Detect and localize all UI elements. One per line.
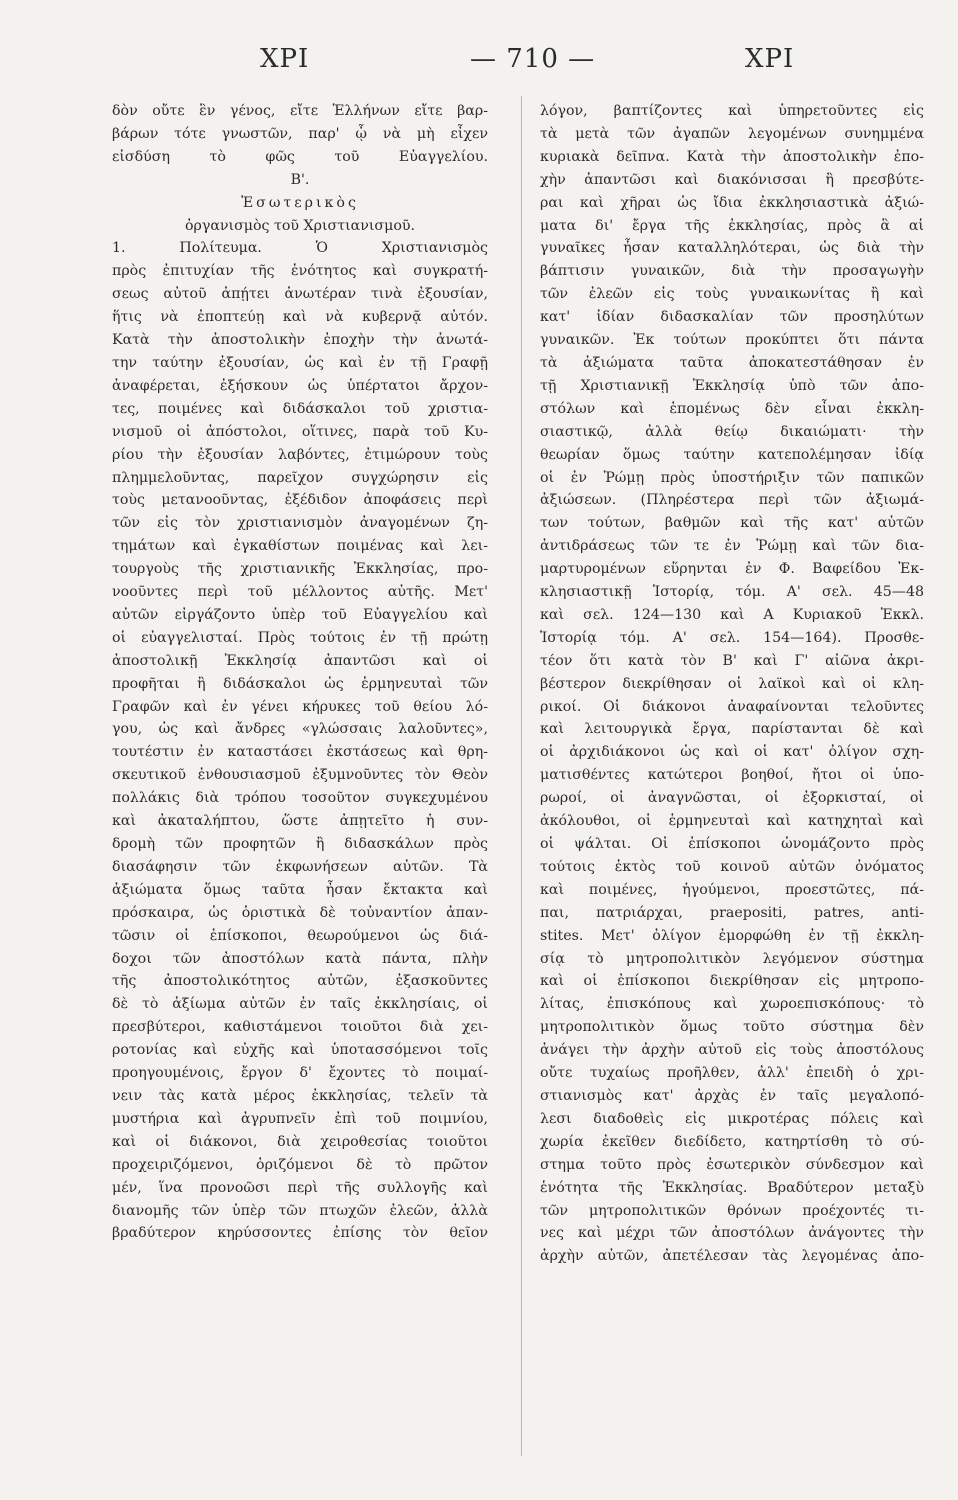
text-line: μυστήρια καὶ ἀγρυπνεῖν ἐπὶ τοῦ ποιμνίου, [112, 1110, 488, 1127]
text-line: μαρτυρομένων εὕρηνται ἐν Φ. Βαφείδου Ἐκ- [540, 561, 924, 578]
text-line: οὔτε τυχαίως προῆλθεν, ἀλλ' ἐπειδὴ ὁ χρι- [540, 1065, 924, 1082]
text-line: ὀργανισμὸς τοῦ Χριστιανισμοῦ. [184, 217, 415, 234]
text-line: Ἱστορίᾳ τόμ. Α' σελ. 154—164). Προσθε- [540, 629, 924, 646]
text-line: διανομῆς τῶν ὑπὲρ τῶν πτωχῶν ἐλεῶν, ἀλλὰ [112, 1202, 488, 1219]
text-line: γυναικῶν. Ἐκ τούτων προκύπτει ὅτι πάντα [540, 332, 924, 349]
header-left: ΧΡΙ [260, 44, 310, 74]
text-line: προηγουμένοις, ἔργον δ' ἔχοντες τὸ ποιμαί- [112, 1065, 488, 1082]
text-line: νειν τὰς κατὰ μέρος ἐκκλησίας, τελεῖν τὰ [112, 1087, 488, 1104]
text-line: Κατὰ τὴν ἀποστολικὴν ἐποχὴν τὴν ἀνωτά- [112, 332, 488, 349]
text-line: ἀναφέρεται, ἐξήσκουν ὡς ὑπέρτατοι ἄρχον- [112, 377, 488, 394]
text-line: στημα τοῦτο πρὸς ἐσωτερικὸν σύνδεσμον καὶ [540, 1156, 924, 1173]
text-line: πρεσβύτεροι, καθιστάμενοι τοιοῦτοι διὰ χει- [112, 1019, 488, 1036]
text-line: καὶ ἀκαταλήπτου, ὥστε ἀπῃτεῖτο ἡ συν- [112, 813, 488, 830]
text-line: 1. Πολίτευμα. Ὁ Χριστιανισμὸς [112, 240, 488, 257]
text-line: εἰσδύση τὸ φῶς τοῦ Εὐαγγελίου. [112, 148, 488, 165]
text-line: καὶ σελ. 124—130 καὶ Α Κυριακοῦ Ἐκκλ. [540, 606, 924, 623]
text-line: ἑνότητα τῆς Ἐκκλησίας. Βραδύτερον μεταξὺ [540, 1179, 924, 1196]
text-line: σίᾳ τὸ μητροπολιτικὸν λεγόμενον σύστημα [540, 950, 924, 967]
text-line: οἱ ἀρχιδιάκονοι ὡς καὶ οἱ κατ' ὀλίγον σχη- [540, 744, 924, 761]
text-line: νες καὶ μέχρι τῶν ἀποστόλων ἀνάγοντες τὴν [540, 1225, 924, 1242]
text-line: ροτονίας καὶ εὐχῆς καὶ ὑποτασσόμενοι τοῖς [112, 1042, 488, 1059]
text-line: καὶ οἱ ἐπίσκοποι διεκρίθησαν εἰς μητροπο- [540, 973, 924, 990]
text-line: τέον ὅτι κατὰ τὸν Β' καὶ Γ' αἰῶνα ἀκρι- [540, 652, 924, 669]
right-column [540, 100, 924, 1268]
text-line: λίτας, ἐπισκόπους καὶ χωροεπισκόπους· τὸ [540, 996, 924, 1013]
running-head [100, 44, 838, 84]
text-line: τούτοις ἐκτὸς τοῦ κοινοῦ αὐτῶν ὀνόματος [540, 858, 924, 875]
text-line: νισμοῦ οἱ ἀπόστολοι, οἵτινες, παρὰ τοῦ Κυ- [112, 423, 488, 440]
text-line: δὸν οὔτε ἓν γένος, εἴτε Ἑλλήνων εἴτε βαρ- [112, 103, 488, 119]
text-line: οἱ ἐν Ῥώμῃ πρὸς ὑποστήριξιν τῶν παπικῶν [540, 469, 924, 486]
text-line: ρίου τὴν ἐξουσίαν λαβόντες, ἐτιμώρουν τοὺς [112, 446, 488, 463]
text-line: ἀρχὴν αὐτῶν, ἀπετέλεσαν τὰς λεγομένας ἀπο- [540, 1248, 924, 1265]
text-line: ματισθέντες κατώτεροι βοηθοί, ἤτοι οἱ ὑπο- [540, 767, 924, 784]
text-line: τὰ μετὰ τῶν ἀγαπῶν λεγομένων συνημμένα [540, 125, 924, 142]
text-line: λόγον, βαπτίζοντες καὶ ὑπηρετοῦντες εἰς [540, 103, 924, 119]
text-line: χωρία ἐκεῖθεν διεδίδετο, κατηρτίσθη τὸ σύ- [540, 1133, 924, 1150]
text-line: ἀντιδράσεως τῶν τε ἐν Ῥώμῃ καὶ τῶν δια- [540, 538, 924, 555]
text-line: τημάτων καὶ ἐγκαθίστων ποιμένας καὶ λει- [112, 538, 488, 555]
text-line: πλημμελοῦντας, παρεῖχον συγχώρησιν εἰς [112, 469, 488, 486]
text-line: βραδύτερον κηρύσσοντες ἐπίσης τὸν θεῖον [112, 1225, 488, 1242]
text-line: Γραφῶν καὶ ἐν γένει κήρυκες τοῦ θείου λό- [112, 698, 488, 715]
text-line: κλησιαστικῇ Ἱστορίᾳ, τόμ. Α' σελ. 45—48 [540, 584, 924, 601]
text-line: σεως αὐτοῦ ἀπῄτει ἀνωτέραν τινὰ ἐξουσίαν, [112, 286, 488, 303]
text-line: τὰ ἀξιώματα ταῦτα ἀποκατεστάθησαν ἐν [540, 354, 924, 371]
text-line: δὲ τὸ ἀξίωμα αὐτῶν ἐν ταῖς ἐκκλησίαις, οἱ [112, 996, 488, 1013]
text-line: βάπτισιν γυναικῶν, διὰ τὴν προσαγωγὴν [540, 263, 924, 280]
text-line: τῇ Χριστιανικῇ Ἐκκλησίᾳ ὑπὸ τῶν ἀπο- [540, 377, 924, 394]
text-line: Β'. [290, 171, 310, 188]
text-line: ἀκόλουθοι, οἱ ἑρμηνευταὶ καὶ κατηχηταὶ καὶ [540, 813, 924, 830]
text-line: θεωρίαν ὅμως ταύτην κατεπολέμησαν ἰδίᾳ [540, 446, 924, 463]
text-line: ἀνάγει τὴν ἀρχὴν αὐτοῦ εἰς τοὺς ἀποστόλους [540, 1042, 924, 1059]
text-line: γου, ὡς καὶ ἄνδρες «γλώσσαις λαλοῦντες», [112, 721, 488, 738]
text-line: τῶσιν οἱ ἐπίσκοποι, θεωρούμενοι ὡς διά- [112, 927, 488, 944]
text-line: ἀξιώματα ὅμως ταῦτα ἦσαν ἔκτακτα καὶ [112, 881, 488, 898]
text-line: τουργοὺς τῆς χριστιανικῆς Ἐκκλησίας, προ- [112, 561, 488, 578]
text-line: ρωροί, οἱ ἀναγνῶσται, οἱ ἐξορκισταί, οἱ [540, 790, 924, 807]
text-line: ραι καὶ χῆραι ὡς ἴδια ἐκκλησιαστικὰ ἀξιώ- [540, 194, 924, 211]
text-line: στιανισμὸς κατ' ἀρχὰς ἐν ταῖς μεγαλοπό- [540, 1087, 924, 1104]
text-line: κυριακὰ δεῖπνα. Κατὰ τὴν ἀποστολικὴν ἐπο- [540, 148, 924, 165]
left-column [112, 100, 488, 1245]
text-line: Ἐσωτερικὸς [241, 194, 359, 211]
text-line: οἱ εὐαγγελισταί. Πρὸς τούτοις ἐν τῇ πρώτῃ [112, 629, 488, 646]
text-line: καὶ λειτουργικὰ ἔργα, παρίστανται δὲ καὶ [540, 721, 924, 738]
text-line: παι, πατριάρχαι, praepositi, patres, anti- [540, 904, 924, 921]
text-line: δρομὴ τῶν προφητῶν ἢ διδασκάλων πρὸς [112, 836, 488, 852]
text-line: stites. Μετ' ὀλίγον ἐμορφώθη ἐν τῇ ἐκκλη- [540, 927, 924, 944]
text-line: ἀξιώσεων. (Πληρέστερα περὶ τῶν ἀξιωμά- [540, 492, 924, 509]
text-line: χὴν ἀπαντῶσι καὶ διακόνισσαι ἢ πρεσβύτε- [540, 171, 924, 188]
text-line: ἀποστολικῇ Ἐκκλησίᾳ ἀπαντῶσι καὶ οἱ [112, 652, 488, 669]
text-line: μητροπολιτικὸν ὅμως τοῦτο σύστημα δὲν [540, 1019, 924, 1036]
text-line: προχειριζόμενοι, ὁριζόμενοι δὲ τὸ πρῶτον [112, 1156, 488, 1173]
text-line: τῶν εἰς τὸν χριστιανισμὸν ἀναγομένων ζη- [112, 515, 488, 532]
text-line: αὐτῶν εἰργάζοντο ὑπὲρ τοῦ Εὐαγγελίου καὶ [112, 606, 488, 623]
text-line: διασάφησιν τῶν ἐκφωνήσεων αὐτῶν. Τὰ [112, 858, 488, 875]
text-line: προφῆται ἢ διδάσκαλοι ὡς ἑρμηνευταὶ τῶν [112, 675, 488, 692]
text-line: ἥτις νὰ ἐποπτεύῃ καὶ νὰ κυβερνᾷ αὐτόν. [112, 309, 488, 326]
text-line: μέν, ἵνα προνοῶσι περὶ τῆς συλλογῆς καὶ [112, 1179, 488, 1196]
header-right: ΧΡΙ [745, 44, 795, 74]
text-line: σκευτικοῦ ἐνθουσιασμοῦ ἐξυμνοῦντες τὸν Θεὸν [112, 767, 488, 784]
text-line: στόλων καὶ ἑπομένως δὲν εἶναι ἐκκλη- [540, 400, 924, 417]
text-line: βέστερον διεκρίθησαν οἱ λαϊκοὶ καὶ οἱ κλη- [540, 675, 924, 692]
text-line: ρικοί. Οἱ διάκονοι ἀναφαίνονται τελοῦντες [540, 698, 924, 715]
text-line: τῶν ἐλεῶν εἰς τοὺς γυναικωνίτας ἢ καὶ [540, 286, 924, 303]
text-line: πρὸς ἐπιτυχίαν τῆς ἑνότητος καὶ συγκρατή- [112, 263, 488, 280]
text-line: τουτέστιν ἐν καταστάσει ἐκστάσεως καὶ θρη- [112, 744, 488, 761]
text-line: την ταύτην ἐξουσίαν, ὡς καὶ ἐν τῇ Γραφῇ [112, 354, 488, 371]
text-line: γυναῖκες ἦσαν καταλληλότεραι, ὡς διὰ τὴν [540, 240, 924, 257]
text-line: πρόσκαιρα, ὡς ὁριστικὰ δὲ τοὐναντίον ἀπαν- [112, 904, 488, 921]
text-line: σιαστικῷ, ἀλλὰ θείῳ δικαιώματι· τὴν [540, 423, 924, 440]
text-line: πολλάκις διὰ τρόπου τοσοῦτον συγκεχυμένου [112, 790, 488, 807]
text-line: δοχοι τῶν ἀποστόλων κατὰ πάντα, πλὴν [112, 950, 488, 967]
text-line: τῶν μητροπολιτικῶν θρόνων προέχοντές τι- [540, 1202, 924, 1219]
text-line: νοοῦντες περὶ τοῦ μέλλοντος αὐτῆς. Μετ' [112, 584, 488, 601]
text-line: οἱ ψάλται. Οἱ ἐπίσκοποι ὠνομάζοντο πρὸς [540, 836, 924, 852]
text-line: λεσι διαδοθεὶς εἰς μικροτέρας πόλεις καὶ [540, 1110, 924, 1127]
text-line: τες, ποιμένες καὶ διδάσκαλοι τοῦ χριστια- [112, 400, 488, 417]
text-line: των τούτων, βαθμῶν καὶ τῆς κατ' αὐτῶν [540, 515, 924, 532]
text-line: ματα δι' ἔργα τῆς ἐκκλησίας, πρὸς ἃ αἱ [540, 217, 924, 234]
text-line: τοὺς μετανοοῦντας, ἐξέδιδον ἀποφάσεις περὶ [112, 492, 488, 509]
text-line: βάρων τότε γνωστῶν, παρ' ᾧ νὰ μὴ εἶχεν [112, 125, 488, 142]
column-divider [521, 96, 522, 1456]
text-line: καὶ ποιμένες, ἡγούμενοι, προεστῶτες, πά- [540, 881, 924, 898]
text-line: καὶ οἱ διάκονοι, διὰ χειροθεσίας τοιοῦτοι [112, 1133, 488, 1150]
page-number: — 710 — [470, 44, 596, 74]
text-line: τῆς ἀποστολικότητος αὐτῶν, ἐξασκοῦντες [112, 973, 488, 990]
text-line: κατ' ἰδίαν διδασκαλίαν τῶν προσηλύτων [540, 309, 924, 326]
